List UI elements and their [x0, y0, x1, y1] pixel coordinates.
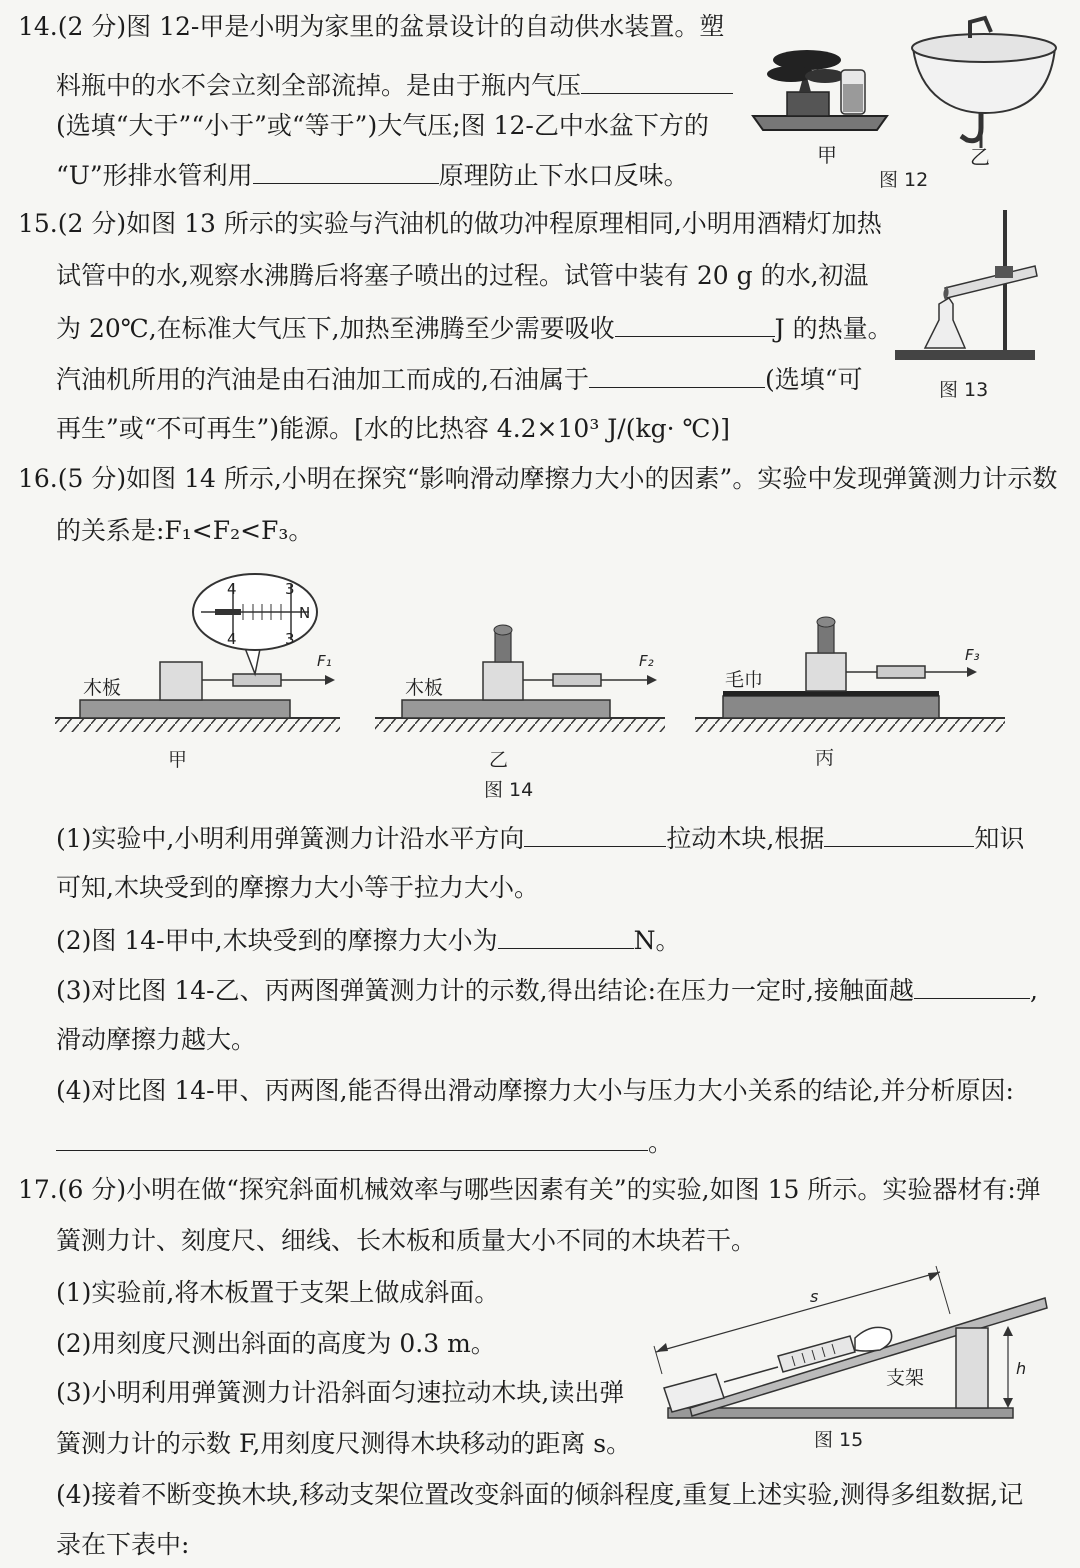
label-s: s	[810, 1287, 819, 1306]
q15-line4	[56, 361, 863, 397]
bottle-water	[843, 84, 863, 112]
u-drain-pipe	[961, 112, 981, 141]
gauge-bottom-left: 4	[227, 630, 237, 648]
test-tube	[945, 266, 1037, 298]
q16-blank-knowledge[interactable]	[824, 820, 974, 847]
q16-p1-text-b: 拉动木块,根据	[666, 824, 825, 853]
gauge-top-right: 3	[285, 580, 295, 598]
block-jia	[160, 662, 202, 700]
q15-line2: 试管中的水,观察水沸腾后将塞子喷出的过程。试管中装有 20 g 的水,初温	[56, 261, 869, 290]
q16-p2-text-b: N。	[633, 926, 681, 955]
board-bing	[723, 696, 939, 718]
q14-line4-text-b: 原理防止下水口反味。	[438, 161, 689, 190]
label-board-yi: 木板	[405, 677, 444, 699]
figure-14	[55, 570, 1055, 810]
fig14-caption: 图 14	[484, 779, 534, 801]
spring-scale-jia	[233, 674, 281, 686]
label-jia: 甲	[168, 749, 188, 771]
q16-p1-text-a: (1)实验中,小明利用弹簧测力计沿水平方向	[56, 824, 525, 853]
fig14-setup-bing	[695, 617, 1005, 769]
q14-line4	[56, 157, 689, 193]
clamp	[995, 266, 1013, 278]
q14-line2	[56, 67, 733, 103]
q16-p2	[56, 922, 680, 958]
q16-blank-analysis[interactable]	[56, 1124, 648, 1151]
weight-bing	[818, 624, 834, 653]
stand-base	[895, 350, 1035, 360]
q15-line4-text-b: (选填“可	[764, 365, 863, 394]
weight-yi	[495, 632, 511, 662]
q16-p2-text-a: (2)图 14-甲中,木块受到的摩擦力大小为	[56, 926, 498, 955]
q17-line2: 簧测力计、刻度尺、细线、长木板和质量大小不同的木块若干。	[56, 1226, 757, 1255]
q17-step3-line2: 簧测力计的示数 F,用刻度尺测得木块移动的距离 s。	[56, 1429, 632, 1458]
q16-blank-motion[interactable]	[524, 820, 666, 847]
q14-line1: 14.(2 分)图 12-甲是小明为家里的盆景设计的自动供水装置。塑	[18, 12, 725, 41]
q16-p4-line1: (4)对比图 14-甲、丙两图,能否得出滑动摩擦力大小与压力大小关系的结论,并分析原因:	[56, 1076, 1014, 1105]
label-f1: F₁	[317, 652, 332, 670]
q16-p3-text-b: ,	[1029, 976, 1038, 1005]
q15-blank-energy[interactable]	[589, 361, 765, 388]
q16-line1: 16.(5 分)如图 14 所示,小明在探究“影响滑动摩擦力大小的因素”。实验中发现弹簧测力计示数	[18, 464, 1058, 493]
q14-line2-text: 料瓶中的水不会立刻全部流掉。是由于瓶内气压	[56, 71, 582, 100]
fig15-caption: 图 15	[814, 1429, 864, 1451]
q17-step2: (2)用刻度尺测出斜面的高度为 0.3 m。	[56, 1329, 496, 1358]
block-yi	[483, 662, 523, 700]
q15-line3-text-a: 为 20℃,在标准大气压下,加热至沸腾至少需要吸收	[56, 314, 615, 343]
q16-p3-text-a: (3)对比图 14-乙、丙两图弹簧测力计的示数,得出结论:在压力一定时,接触面越	[56, 976, 914, 1005]
q14-line3: (选填“大于”“小于”或“等于”)大气压;图 12-乙中水盆下方的	[56, 111, 709, 140]
q15-line4-text-a: 汽油机所用的汽油是由石油加工而成的,石油属于	[56, 365, 589, 394]
q15-line1: 15.(2 分)如图 13 所示的实验与汽油机的做功冲程原理相同,小明用酒精灯加热	[18, 209, 882, 238]
q16-p1-line1	[56, 820, 1024, 856]
gauge-unit: N	[299, 604, 311, 622]
arrow-f2-icon	[647, 675, 657, 685]
label-bing: 丙	[815, 747, 835, 769]
q14-blank-pressure[interactable]	[581, 67, 733, 94]
fig12-label-jia: 甲	[817, 143, 837, 167]
label-board-jia: 木板	[83, 677, 122, 699]
base-board	[668, 1408, 1013, 1418]
arrow-f3-icon	[967, 667, 977, 677]
q16-line2: 的关系是:F₁<F₂<F₃。	[56, 516, 314, 545]
fig13-caption: 图 13	[939, 379, 989, 401]
label-h: h	[1016, 1359, 1027, 1378]
fig12-caption: 图 12	[879, 169, 929, 191]
alcohol-lamp	[925, 298, 965, 348]
q14-line4-text-a: “U”形排水管利用	[56, 161, 253, 190]
q17-step4-line2: 录在下表中:	[56, 1530, 190, 1559]
q15-blank-heat[interactable]	[615, 310, 775, 337]
gauge-bottom-right: 3	[285, 630, 295, 648]
arrow-f1-icon	[325, 675, 335, 685]
q15-line5: 再生”或“不可再生”)能源。[水的比热容 4.2×10³ J/(kg· ℃)]	[56, 414, 731, 443]
board-jia	[80, 700, 290, 718]
fig14-setup-jia	[55, 574, 340, 771]
q17-step3-line1: (3)小明利用弹簧测力计沿斜面匀速拉动木块,读出弹	[56, 1378, 625, 1407]
q16-p3-line1	[56, 972, 1038, 1008]
figure-12	[745, 8, 1065, 198]
label-stand: 支架	[886, 1367, 925, 1389]
block-bing	[806, 653, 846, 691]
q15-line3-text-b: J 的热量。	[774, 314, 893, 343]
label-towel: 毛巾	[725, 669, 764, 691]
bonsai-pot	[787, 92, 829, 116]
q17-step1: (1)实验前,将木板置于支架上做成斜面。	[56, 1278, 500, 1307]
q15-line3	[56, 310, 893, 346]
q17-step4-line1: (4)接着不断变换木块,移动支架位置改变斜面的倾斜程度,重复上述实验,测得多组数据,记	[56, 1480, 1024, 1509]
label-f2: F₂	[639, 652, 654, 670]
figure-15	[650, 1270, 1050, 1460]
q16-p3-line2: 滑动摩擦力越大。	[56, 1025, 257, 1054]
spring-scale-bing	[877, 666, 925, 678]
support-stand	[956, 1328, 988, 1408]
q16-p1-text-c: 知识	[974, 824, 1025, 853]
ground-jia	[55, 718, 340, 732]
q16-blank-friction[interactable]	[498, 922, 634, 949]
q16-p4-text-b: 。	[648, 1128, 674, 1157]
ground-bing	[695, 718, 1005, 732]
label-f3: F₃	[965, 646, 980, 664]
q16-blank-surface[interactable]	[914, 972, 1030, 999]
bonsai-tray	[753, 116, 887, 130]
q17-line1: 17.(6 分)小明在做“探究斜面机械效率与哪些因素有关”的实验,如图 15 所示。实验器材有:弹	[18, 1175, 1041, 1204]
gauge-top-left: 4	[227, 580, 237, 598]
fig14-setup-yi	[375, 625, 665, 771]
q16-p4-line2	[56, 1124, 673, 1160]
q14-blank-principle[interactable]	[253, 157, 439, 184]
figure-13	[895, 200, 1045, 410]
ground-yi	[375, 718, 665, 732]
q16-p1-line2: 可知,木块受到的摩擦力大小等于拉力大小。	[56, 873, 539, 902]
board-yi	[402, 700, 610, 718]
label-yi: 乙	[489, 749, 509, 771]
gauge-indicator	[215, 609, 241, 615]
bonsai-foliage-3	[805, 69, 845, 83]
fig12-label-yi: 乙	[970, 145, 990, 169]
arrow-s	[656, 1272, 940, 1352]
spring-scale-yi	[553, 674, 601, 686]
incline-board	[690, 1298, 1047, 1416]
sink-rim	[912, 34, 1056, 62]
